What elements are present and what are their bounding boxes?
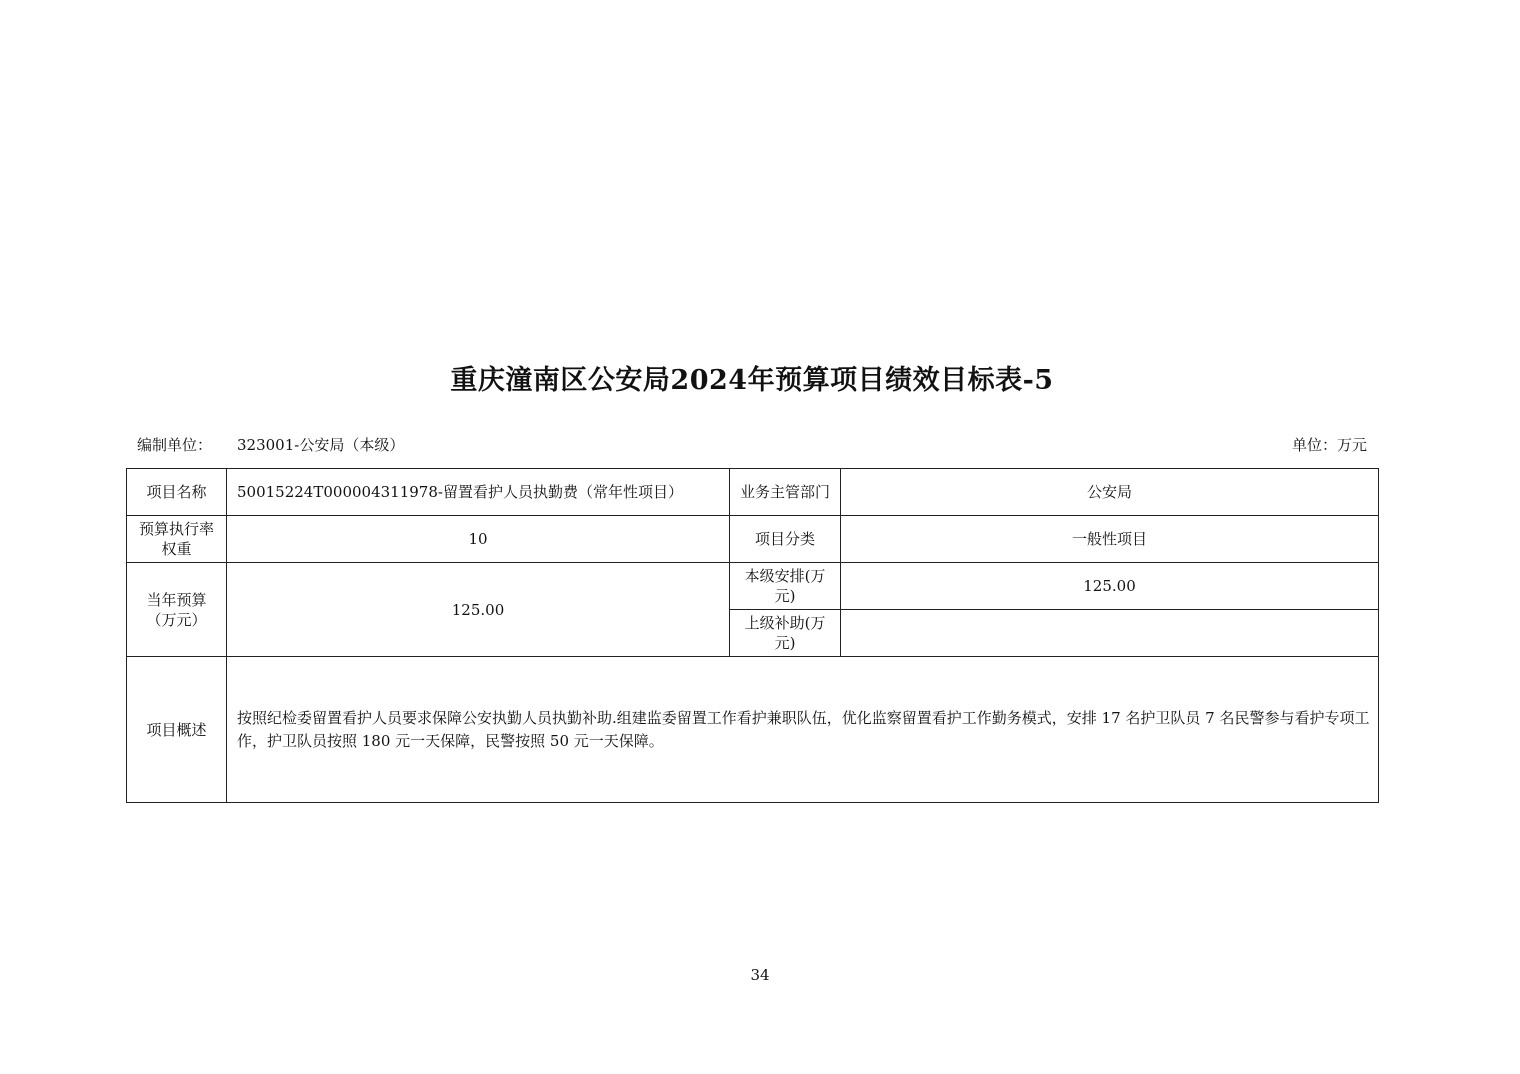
department-label: 业务主管部门 — [730, 469, 841, 516]
upper-value — [841, 610, 1379, 657]
weight-value: 10 — [227, 516, 730, 563]
budget-value: 125.00 — [227, 563, 730, 657]
performance-table — [126, 468, 1379, 803]
table-row-summary — [127, 657, 1379, 803]
category-value: 一般性项目 — [841, 516, 1379, 563]
table-row-budget — [127, 563, 1379, 610]
table-row-project — [127, 469, 1379, 516]
summary-value: 按照纪检委留置看护人员要求保障公安执勤人员执勤补助.组建监委留置工作看护兼职队伍，优化监察留置看护工作勤务模式，安排 17 名护卫队员 7 名民警参与看护专项工作，护卫队员按照 180 元一天保障，民警按照 50 元一天保障。 — [227, 657, 1379, 803]
local-value: 125.00 — [841, 563, 1379, 610]
project-name-label: 项目名称 — [127, 469, 227, 516]
category-label: 项目分类 — [730, 516, 841, 563]
weight-label: 预算执行率权重 — [127, 516, 227, 563]
unit-value: 323001-公安局（本级） — [237, 436, 405, 454]
table-row-weight — [127, 516, 1379, 563]
upper-label: 上级补助(万元) — [730, 610, 841, 657]
summary-label: 项目概述 — [127, 657, 227, 803]
unit-label: 编制单位： — [137, 436, 213, 454]
local-label: 本级安排(万元) — [730, 563, 841, 610]
currency-unit: 单位：万元 — [1291, 436, 1367, 454]
page-number: 34 — [750, 966, 770, 984]
page-title: 重庆潼南区公安局2024年预算项目绩效目标表-5 — [450, 365, 1054, 396]
department-value: 公安局 — [841, 469, 1379, 516]
project-name-value: 50015224T000004311978-留置看护人员执勤费（常年性项目） — [227, 469, 730, 516]
budget-label: 当年预算（万元） — [127, 563, 227, 657]
meta-row — [0, 434, 1520, 456]
